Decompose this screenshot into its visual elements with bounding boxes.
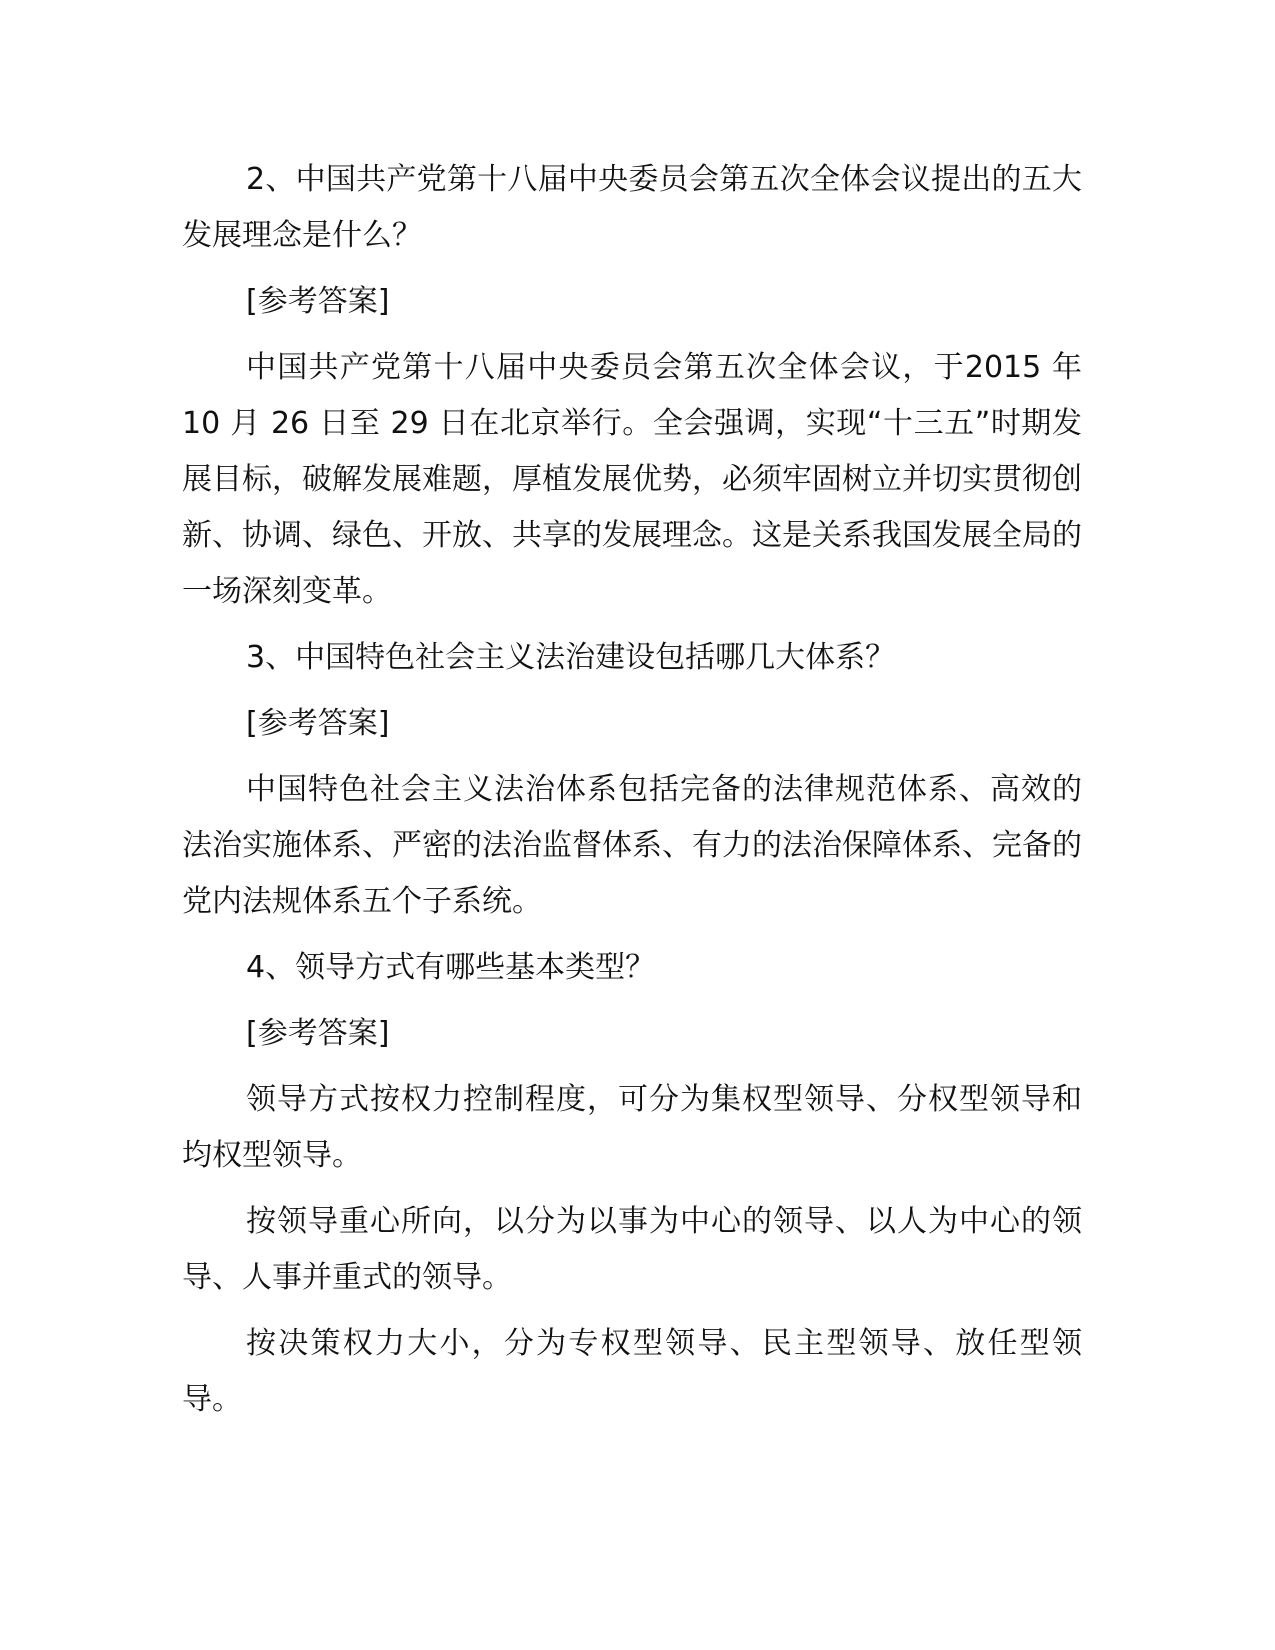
answer-3: 中国特色社会主义法治体系包括完备的法律规范体系、高效的法治实施体系、严密的法治监督体系、有力的法治保障体系、完备的党内法规体系五个子系统。: [182, 772, 1082, 919]
answer-label-3: [参考答案]: [246, 706, 390, 741]
question-2: 2、中国共产党第十八届中央委员会第五次全体会议提出的五大发展理念是什么？: [182, 162, 1082, 253]
answer-4-part-3: 按决策权力大小，分为专权型领导、民主型领导、放任型领导。: [182, 1326, 1082, 1417]
answer-2: 中国共产党第十八届中央委员会第五次全体会议，于2015 年 10 月 26 日至 29 日在北京举行。全会强调，实现“十三五”时期发展目标，破解发展难题，厚植发展优势，必须牢固树立并切实贯彻创新、协调、绿色、开放、共享的发展理念。这是关系我国发展全局的一场深刻变革。: [182, 350, 1082, 609]
question-4: 4、领导方式有哪些基本类型？: [246, 950, 656, 985]
answer-4-part-2: 按领导重心所向，以分为以事为中心的领导、以人为中心的领导、人事并重式的领导。: [182, 1204, 1082, 1295]
question-3: 3、中国特色社会主义法治建设包括哪几大体系？: [246, 640, 896, 675]
document-page: [182, 152, 1082, 1438]
answer-label-2: [参考答案]: [246, 284, 390, 319]
answer-4-part-1: 领导方式按权力控制程度，可分为集权型领导、分权型领导和均权型领导。: [182, 1082, 1082, 1173]
answer-label-4: [参考答案]: [246, 1016, 390, 1051]
